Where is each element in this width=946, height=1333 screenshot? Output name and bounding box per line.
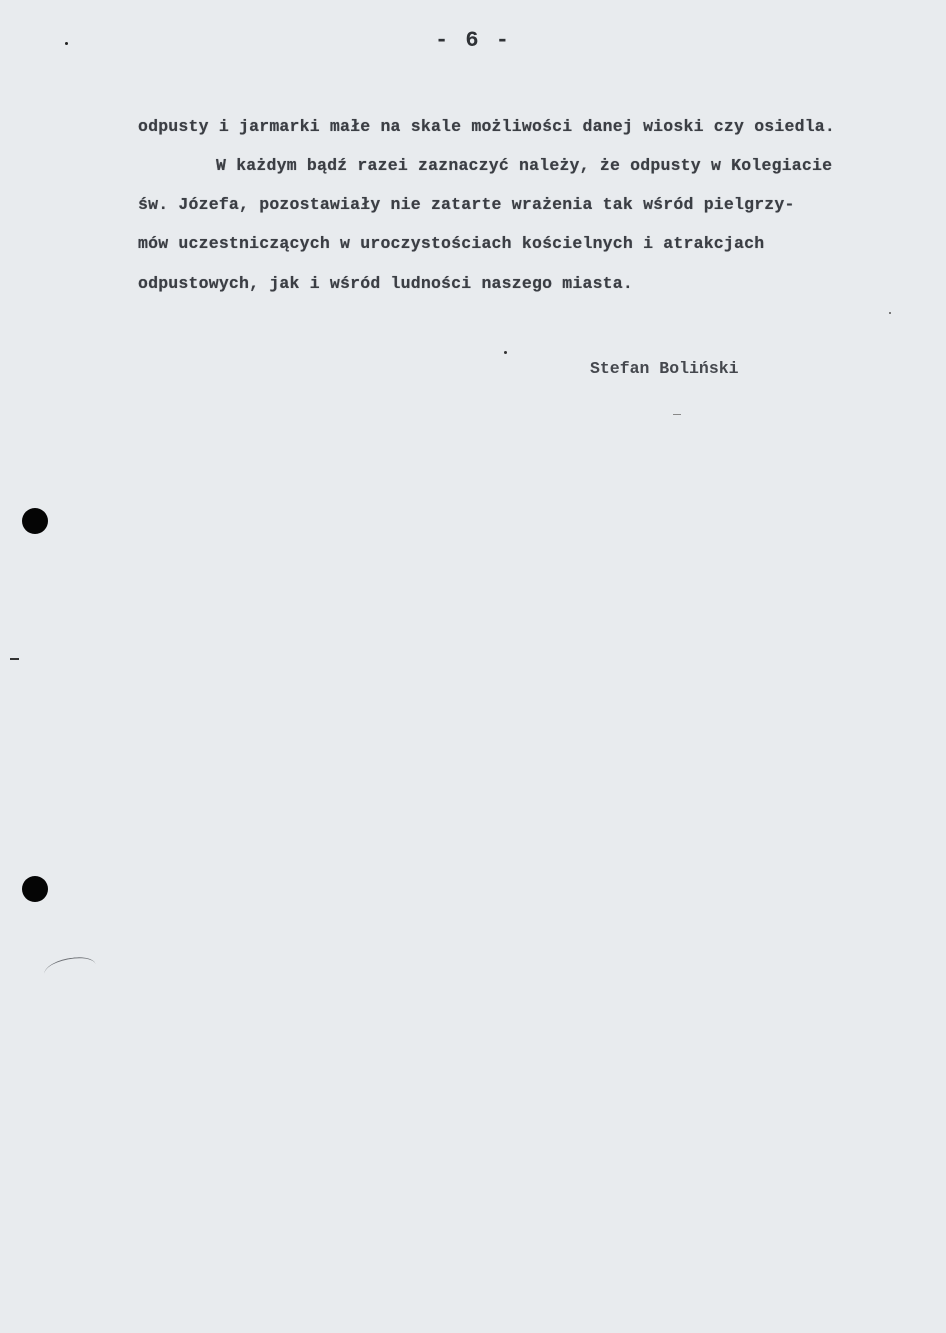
- ink-speck: [889, 312, 891, 314]
- text-line-2: W każdym bądź razei zaznaczyć należy, że odpusty w Kolegiacie: [216, 156, 833, 175]
- ink-speck: [504, 351, 507, 354]
- author-signature: Stefan Boliński: [590, 359, 739, 378]
- text-line-3: św. Józefa, pozostawiały nie zatarte wrażenia tak wśród pielgrzy-: [138, 195, 795, 214]
- text-line-5: odpustowych, jak i wśród ludności naszego miasta.: [138, 274, 633, 293]
- punch-hole-top: [22, 508, 48, 534]
- punch-hole-bottom: [22, 876, 48, 902]
- pencil-stroke: [673, 414, 681, 415]
- ink-speck: [65, 42, 68, 45]
- pencil-curve-mark: [43, 955, 97, 983]
- page-number: - 6 -: [434, 28, 511, 53]
- margin-dash-mark: [10, 658, 19, 660]
- text-line-4: mów uczestniczących w uroczystościach kościelnych i atrakcjach: [138, 234, 765, 253]
- text-line-1: odpusty i jarmarki małe na skale możliwości danej wioski czy osiedla.: [138, 117, 836, 136]
